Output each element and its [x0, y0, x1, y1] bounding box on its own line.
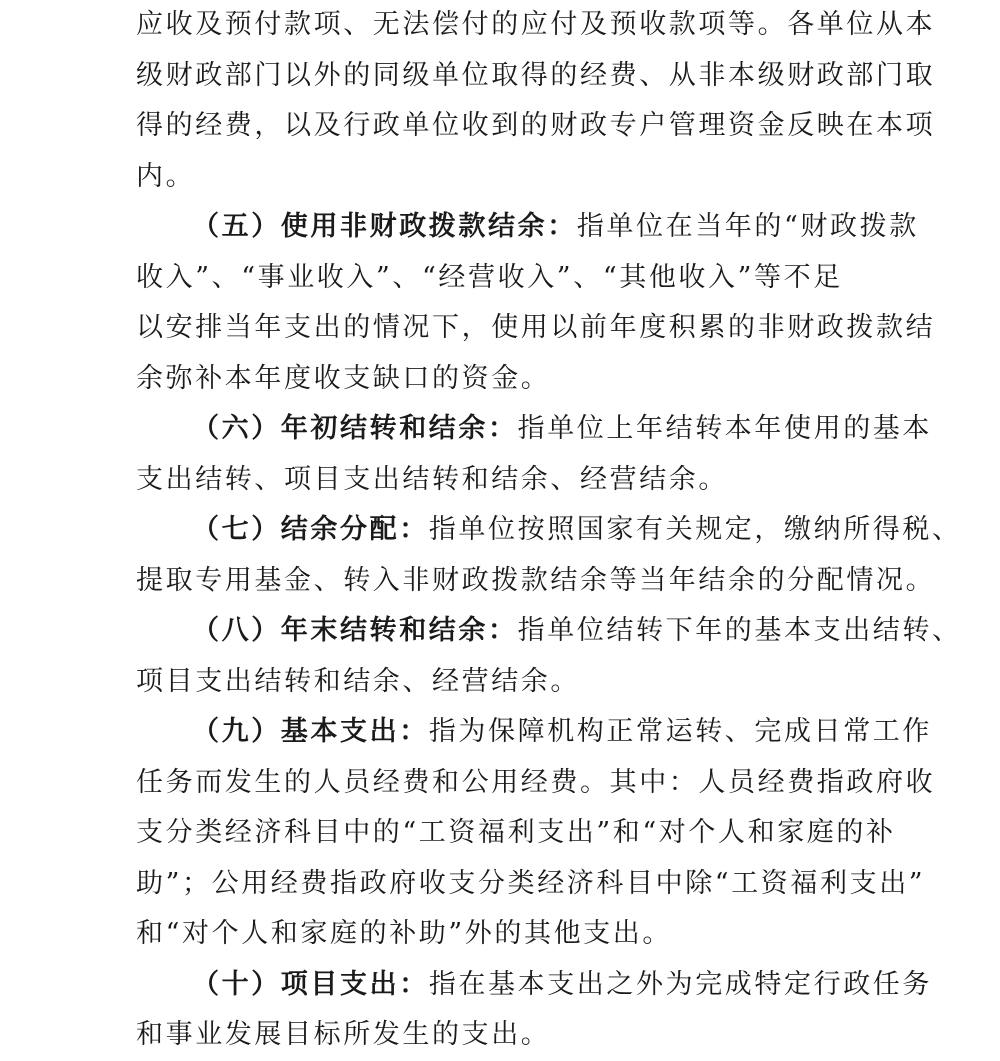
- text-line: 得的经费，以及行政单位收到的财政专户管理资金反映在本项: [136, 110, 936, 141]
- text-line: 支出结转、项目支出结转和结余、经营结余。: [136, 463, 728, 495]
- text-line: [136, 404, 933, 455]
- text-line: 助”；公用经费指政府收支分类经济科目中除“工资福利支出”: [136, 867, 926, 899]
- term-definition: 指单位在当年的“财政拨款: [576, 211, 919, 242]
- term-heading: （九）基本支出：: [192, 716, 429, 747]
- text-line: 项目支出结转和结余、经营结余。: [136, 665, 580, 697]
- term-definition: 指单位上年结转本年使用的基本: [517, 413, 933, 444]
- text-line: 收入”、“事业收入”、“经营收入”、“其他收入”等不足: [136, 261, 843, 293]
- term-definition: 指为保障机构正常运转、完成日常工作: [428, 716, 933, 747]
- text-line: 支分类经济科目中的“工资福利支出”和“对个人和家庭的补: [136, 817, 896, 848]
- term-heading: （八）年末结转和结余：: [192, 615, 518, 646]
- term-definition: 指单位按照国家有关规定，缴纳所得税、: [428, 514, 962, 545]
- paragraph-item-9: [136, 707, 936, 960]
- text-line: [136, 606, 962, 657]
- term-heading: （五）使用非财政拨款结余：: [192, 211, 577, 242]
- text-line: 余弥补本年度收支缺口的资金。: [136, 362, 551, 394]
- paragraph-item-6: [136, 404, 933, 505]
- text-line: 和事业发展目标所发生的支出。: [136, 1019, 551, 1050]
- term-definition: 指单位结转下年的基本支出结转、: [517, 615, 962, 646]
- term-heading: （六）年初结转和结余：: [192, 413, 518, 444]
- text-line: [136, 505, 962, 556]
- paragraph-item-8: [136, 606, 962, 707]
- text-line: [136, 707, 933, 758]
- text-line: 内。: [136, 160, 196, 192]
- text-line: 任务而发生的人员经费和公用经费。其中：人员经费指政府收: [136, 766, 936, 798]
- text-line: 以安排当年支出的情况下，使用以前年度积累的非财政拨款结: [136, 312, 936, 343]
- text-line: 提取专用基金、转入非财政拨款结余等当年结余的分配情况。: [136, 564, 936, 596]
- document-body: [136, 0, 962, 1061]
- text-line: [136, 202, 919, 253]
- term-heading: （十）项目支出：: [192, 968, 429, 1000]
- paragraph-continuation: [136, 0, 936, 202]
- text-line: [136, 960, 933, 1011]
- text-line: 级财政部门以外的同级单位取得的经费、从非本级财政部门取: [136, 59, 936, 91]
- text-line: 和“对个人和家庭的补助”外的其他支出。: [136, 918, 673, 949]
- term-definition: 指在基本支出之外为完成特定行政任务: [428, 968, 933, 1000]
- paragraph-item-7: [136, 505, 962, 606]
- text-line: 应收及预付款项、无法偿付的应付及预收款项等。各单位从本: [136, 9, 936, 40]
- paragraph-item-5: [136, 202, 936, 404]
- paragraph-item-10: [136, 960, 933, 1061]
- term-heading: （七）结余分配：: [192, 514, 429, 545]
